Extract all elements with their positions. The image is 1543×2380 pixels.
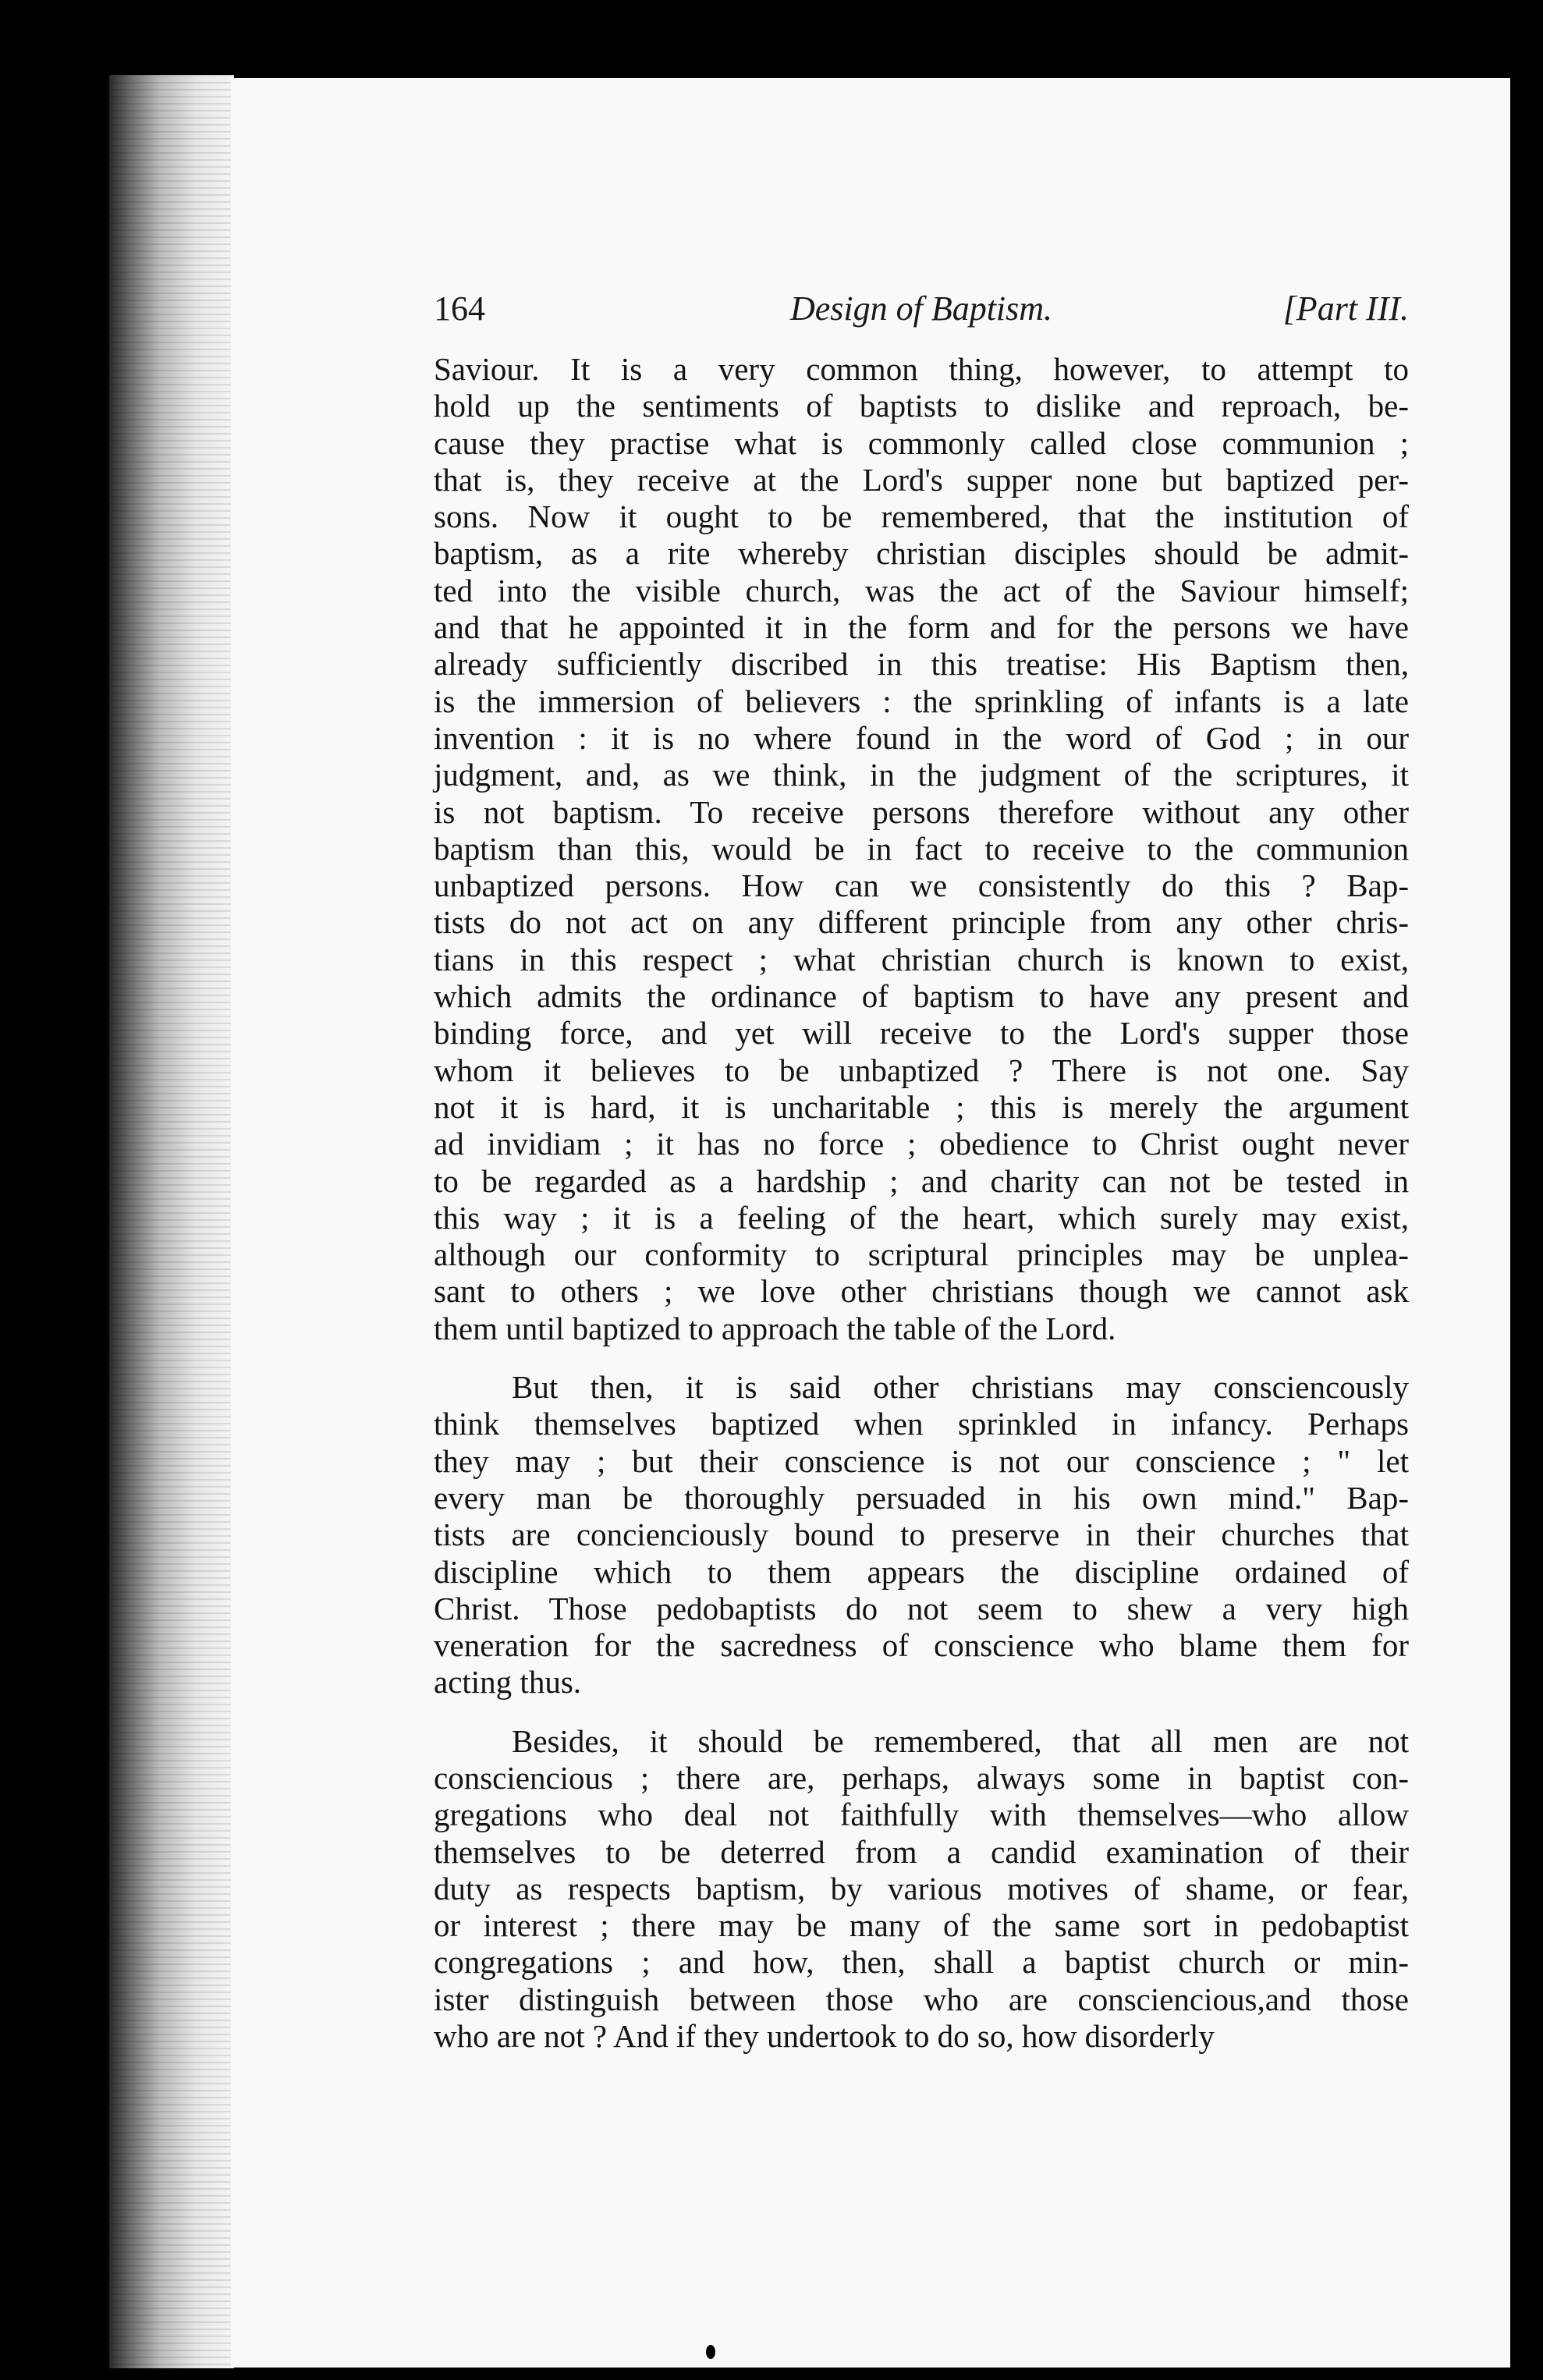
text-line: acting thus.: [434, 1664, 582, 1701]
text-line: them until baptized to approach the table of the Lord.: [434, 1310, 1116, 1346]
page-body-text: [434, 351, 1409, 2055]
scan-speck: [706, 2345, 715, 2359]
page-number: 164: [434, 289, 485, 328]
text-line: consciencious ; there are, perhaps, always some in baptist con-: [434, 1759, 1409, 1796]
text-line: veneration for the sacredness of conscience who blame them for: [434, 1627, 1409, 1664]
text-line: or interest ; there may be many of the same sort in pedobaptist: [434, 1907, 1409, 1944]
text-line: whom it believes to be unbaptized ? There is not one. Say: [434, 1052, 1409, 1088]
text-line: ted into the visible church, was the act of the Saviour himself;: [434, 572, 1409, 608]
text-line: they may ; but their conscience is not our conscience ; " let: [434, 1442, 1409, 1479]
text-line: is the immersion of believers : the sprinkling of infants is a late: [434, 683, 1409, 719]
text-line: is not baptism. To receive persons therefore without any other: [434, 793, 1409, 830]
text-line: themselves to be deterred from a candid examination of their: [434, 1833, 1409, 1870]
text-line: ister distinguish between those who are consciencious,and those: [434, 1981, 1409, 2017]
text-line: congregations ; and how, then, shall a baptist church or min-: [434, 1944, 1409, 1981]
book-page: [231, 78, 1510, 2368]
text-line: duty as respects baptism, by various motives of shame, or fear,: [434, 1870, 1409, 1906]
text-line: not it is hard, it is uncharitable ; this is merely the argument: [434, 1088, 1409, 1125]
paragraph-3: [434, 1723, 1409, 2055]
running-title: Design of Baptism.: [789, 289, 1053, 328]
text-line: discipline which to them appears the discipline ordained of: [434, 1553, 1409, 1590]
text-line: tists are concienciously bound to preserve in their churches that: [434, 1516, 1409, 1553]
text-line: judgment, and, as we think, in the judgment of the scriptures, it: [434, 757, 1409, 793]
text-line: who are not ? And if they undertook to do so, how disorderly: [434, 2018, 1215, 2055]
text-line: unbaptized persons. How can we consistently do this ? Bap-: [434, 867, 1409, 904]
text-line: Christ. Those pedobaptists do not seem to shew a very high: [434, 1590, 1409, 1626]
text-line: sons. Now it ought to be remembered, that the institution of: [434, 498, 1409, 535]
text-line: gregations who deal not faithfully with themselves—who allow: [434, 1797, 1409, 1833]
text-line: Besides, it should be remembered, that all men are not: [512, 1722, 1409, 1759]
text-line: that is, they receive at the Lord's supper none but baptized per-: [434, 461, 1409, 498]
text-line: baptism than this, would be in fact to receive to the communion: [434, 830, 1409, 867]
book-spine-edge: [109, 75, 234, 2368]
part-label: [Part III.: [1282, 289, 1409, 328]
paragraph-gap: [434, 1347, 1409, 1369]
text-line: binding force, and yet will receive to the Lord's supper those: [434, 1015, 1409, 1052]
text-line: baptism, as a rite whereby christian disciples should be admit-: [434, 535, 1409, 572]
text-line: to be regarded as a hardship ; and charity can not be tested in: [434, 1162, 1409, 1199]
text-line: this way ; it is a feeling of the heart, which surely may exist,: [434, 1199, 1409, 1236]
running-header: [434, 281, 1409, 351]
text-line: and that he appointed it in the form and for the persons we have: [434, 609, 1409, 646]
text-line: invention : it is no where found in the word of God ; in our: [434, 719, 1409, 756]
text-line: think themselves baptized when sprinkled in infancy. Perhaps: [434, 1406, 1409, 1442]
text-line: although our conformity to scriptural principles may be unplea-: [434, 1236, 1409, 1273]
text-line: every man be thoroughly persuaded in his own mind." Bap-: [434, 1479, 1409, 1516]
paragraph-gap: [434, 1701, 1409, 1723]
text-line: hold up the sentiments of baptists to dislike and reproach, be-: [434, 388, 1409, 424]
paragraph-2: [434, 1369, 1409, 1701]
text-line: already sufficiently discribed in this treatise: His Baptism then,: [434, 646, 1409, 683]
text-line: ad invidiam ; it has no force ; obedience to Christ ought never: [434, 1126, 1409, 1162]
text-line: sant to others ; we love other christians though we cannot ask: [434, 1273, 1409, 1310]
text-line: which admits the ordinance of baptism to have any present and: [434, 978, 1409, 1015]
text-line: tians in this respect ; what christian church is known to exist,: [434, 941, 1409, 977]
text-line: cause they practise what is commonly called close communion ;: [434, 424, 1409, 461]
text-line: But then, it is said other christians may consciencously: [512, 1369, 1409, 1406]
text-line: Saviour. It is a very common thing, however, to attempt to: [434, 351, 1409, 387]
paragraph-1: [434, 351, 1409, 1347]
text-line: tists do not act on any different principle from any other chris-: [434, 904, 1409, 941]
